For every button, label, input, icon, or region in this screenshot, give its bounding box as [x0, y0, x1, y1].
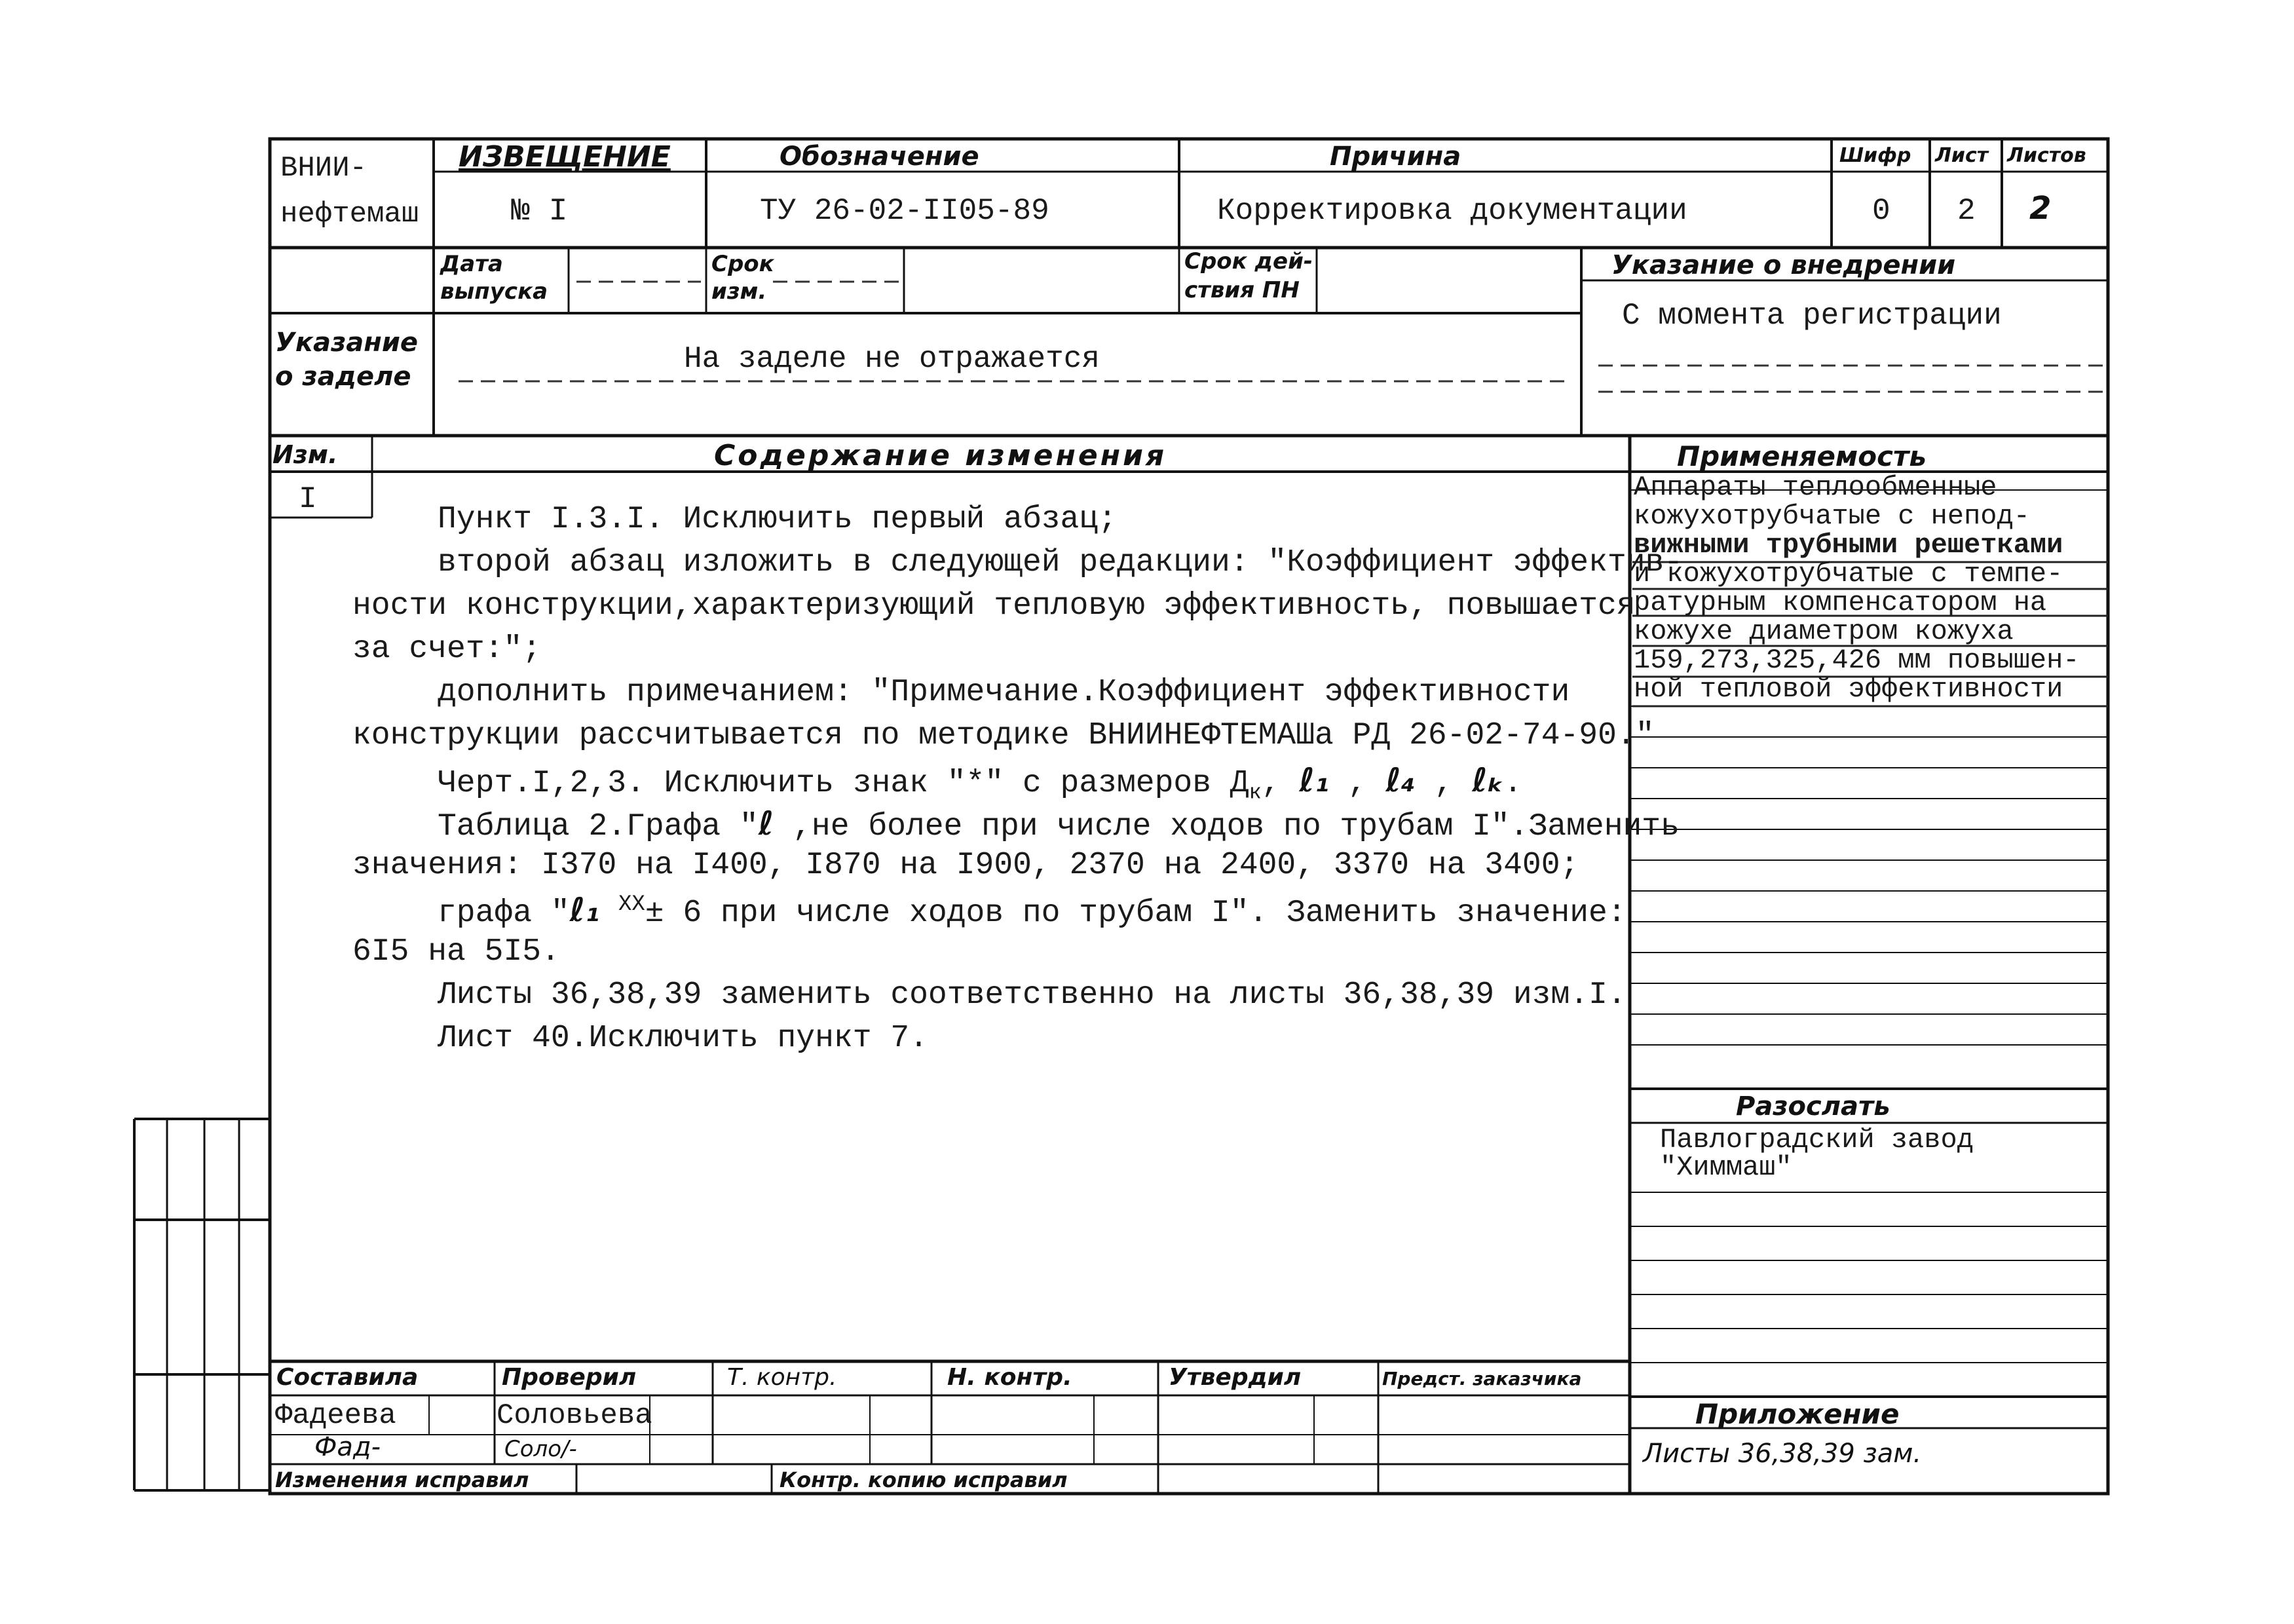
distribution-title: Разослать: [1736, 1091, 1890, 1122]
notice-number: № I: [511, 194, 568, 229]
backlog-value: На заделе не отражается: [684, 342, 1100, 376]
issue-date-label-1: Дата: [440, 251, 503, 277]
compiled-signature: Фад-: [314, 1432, 381, 1462]
designation-value: ТУ 26-02-II05-89: [760, 194, 1049, 228]
applicability-line: ной тепловой эффективности: [1634, 673, 2063, 705]
body-line-column: [438, 891, 1626, 931]
body-line: значения: I370 на I400, I870 на I900, 2370 на 2400, 3370 на 3400;: [352, 848, 1579, 883]
applicability-line: ратурным компенсатором на: [1634, 587, 2047, 618]
body-line: ,не более при числе ходов по трубам I".Заменить: [793, 809, 1680, 844]
backlog-label-2: о заделе: [275, 362, 411, 392]
body-line: Пункт I.3.I. Исключить первый абзац;: [438, 502, 1117, 537]
body-line: 6I5 на 5I5.: [352, 934, 560, 970]
implementation-value: С момента регистрации: [1622, 299, 2002, 333]
body-line: Черт.I,2,3. Исключить знак "*" с размеров Д: [438, 766, 1249, 801]
handwritten-l1-b: ℓ₁: [569, 891, 600, 929]
code-label: Шифр: [1839, 144, 1911, 167]
validity-label-2: ствия ПН: [1184, 277, 1300, 303]
checked-name: Соловьева: [497, 1399, 652, 1432]
applicability-line: кожухотрубчатые с непод-: [1634, 500, 2030, 532]
org-name-line1: ВНИИ-: [280, 152, 367, 185]
copy-label: Контр. копию исправил: [780, 1467, 1068, 1492]
reason-label: Причина: [1330, 142, 1461, 172]
superscript-xx: XX: [618, 892, 645, 917]
customer-label: Предст. заказчика: [1382, 1368, 1582, 1389]
reason-value: Корректировка документации: [1217, 194, 1687, 228]
body-line: Таблица 2.Графа ": [438, 809, 759, 844]
distribution-line: "Химмаш": [1660, 1152, 1792, 1183]
corrected-label: Изменения исправил: [275, 1467, 529, 1492]
sheet-label: Лист: [1935, 144, 1989, 167]
change-no-label: Изм.: [273, 440, 338, 469]
implementation-label: Указание о внедрении: [1611, 250, 1956, 280]
handwritten-l1: ℓ₁: [1299, 761, 1329, 799]
tcontrol-label: Т. контр.: [727, 1364, 837, 1391]
ncontrol-label: Н. контр.: [947, 1364, 1072, 1391]
body-line: 6 при числе ходов по трубам I". Заменить значение:: [683, 896, 1626, 931]
sheets-label: Листов: [2007, 144, 2086, 167]
compiled-name: Фадеева: [275, 1399, 396, 1432]
applicability-line: вижными трубными решетками: [1634, 529, 2063, 561]
attachment-value: Листы 36,38,39 зам.: [1643, 1439, 1922, 1469]
change-term-label-2: изм.: [711, 278, 767, 305]
designation-label: Обозначение: [780, 142, 979, 172]
subscript-k: к: [1249, 780, 1262, 805]
body-line: Лист 40.Исключить пункт 7.: [438, 1021, 928, 1056]
body-line: Листы 36,38,39 заменить соответственно на листы 36,38,39 изм.I.: [438, 977, 1626, 1013]
compiled-label: Составила: [276, 1364, 419, 1391]
approved-label: Утвердил: [1169, 1364, 1302, 1391]
org-name-line2: нефтемаш: [280, 198, 419, 231]
body-line: дополнить примечанием: "Примечание.Коэффициент эффективности: [438, 675, 1570, 710]
body-line-dimensions: Черт.I,2,3. Исключить знак "*" с размеров $Д_к$, ℓ₁ , ℓ₄ , ℓₖ.: [438, 761, 1522, 805]
applicability-title: Применяемость: [1677, 440, 1927, 472]
body-line: конструкции рассчитывается по методике ВНИИНЕФТЕМАШа РД 26-02-74-90.": [352, 718, 1655, 753]
issue-date-label-2: выпуска: [440, 278, 548, 305]
applicability-line: кожухе диаметром кожуха: [1634, 616, 2014, 647]
sheet-value: 2: [1957, 194, 1976, 228]
attachment-title: Приложение: [1695, 1398, 1900, 1430]
applicability-line: 159,273,325,426 мм повышен-: [1634, 645, 2080, 676]
backlog-label-1: Указание: [275, 328, 419, 358]
handwritten-l4: ℓ₄: [1385, 761, 1416, 799]
distribution-line: Павлоградский завод: [1660, 1124, 1974, 1156]
handwritten-lk: ℓₖ: [1472, 761, 1504, 799]
body-line: за счет:";: [352, 632, 542, 667]
handwritten-l: ℓ: [758, 804, 774, 842]
content-title: Содержание изменения: [714, 439, 1167, 472]
body-line: ности конструкции,характеризующий тепловую эффективность, повышается: [352, 588, 1636, 624]
checked-signature: Соло/-: [504, 1436, 577, 1462]
validity-label-1: Срок дей-: [1184, 248, 1313, 274]
body-line-table: [438, 804, 1680, 844]
plusminus: ±: [645, 896, 664, 931]
applicability-line: и кожухотрубчатые с темпе-: [1634, 558, 2063, 590]
body-line: графа ": [438, 896, 570, 931]
notice-label: ИЗВЕЩЕНИЕ: [459, 140, 671, 174]
sheets-value: 2: [2029, 190, 2052, 227]
code-value: 0: [1872, 194, 1890, 228]
body-line: второй абзац изложить в следующей редакции: "Коэффициент эффектив-: [438, 545, 1683, 580]
applicability-line: Аппараты теплообменные: [1634, 472, 1997, 503]
checked-label: Проверил: [502, 1364, 637, 1391]
change-no-value: I: [299, 482, 317, 516]
change-term-label-1: Срок: [711, 251, 774, 277]
